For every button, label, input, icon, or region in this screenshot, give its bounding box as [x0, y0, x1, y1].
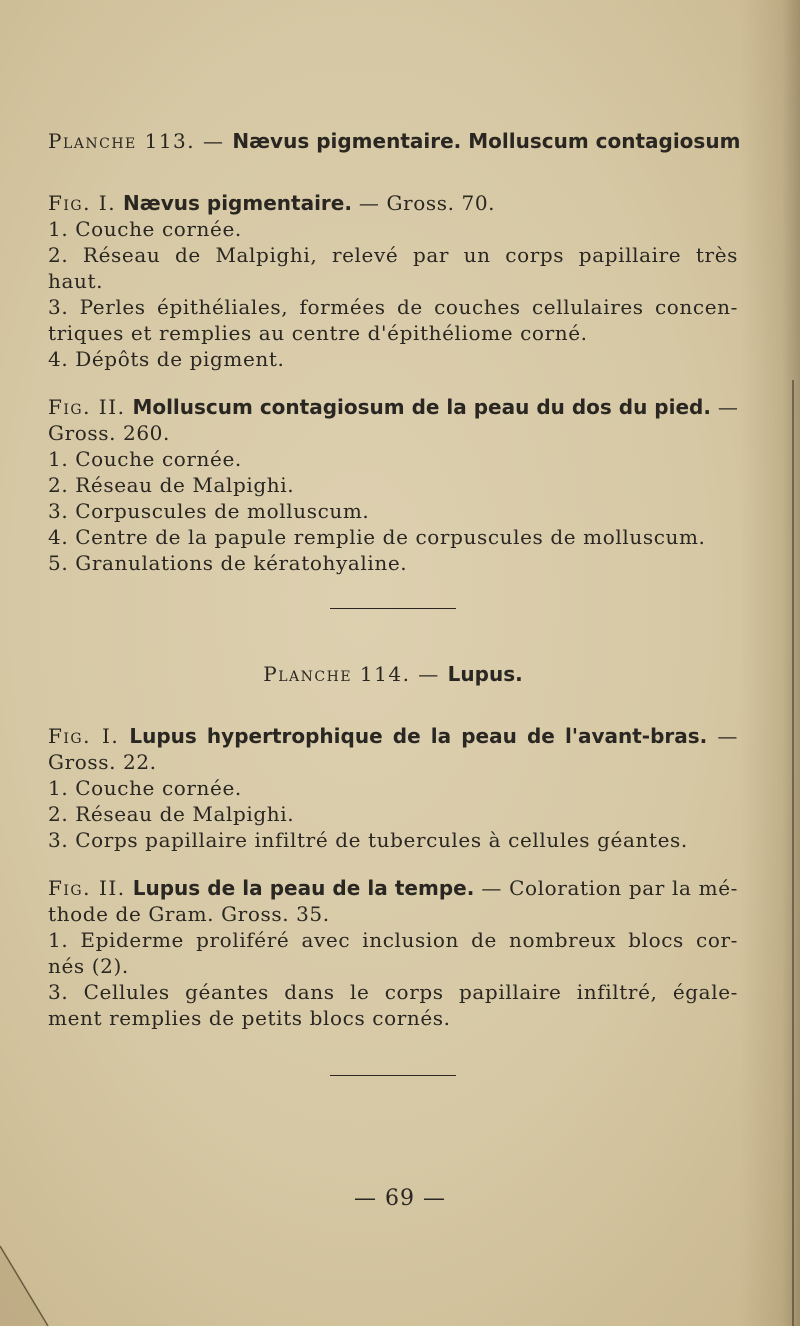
list-item: triques et remplies au centre d'épithéliome corné.	[48, 321, 588, 345]
plate-114-fig1-heading: Fig. I. Lupus hypertrophique de la peau de l'avant-bras. —	[48, 724, 738, 748]
plate-114-heading	[48, 661, 738, 687]
list-item: 3. Perles épithéliales, formées de couches cellulaires concen-	[48, 295, 738, 319]
plate-113-label: Planche 113. —	[48, 129, 233, 153]
page-edge-line	[792, 380, 794, 1326]
page-edge-shadow	[740, 0, 800, 1326]
list-item: 5. Granulations de kératohyaline.	[48, 551, 408, 575]
section-divider	[330, 1075, 456, 1076]
list-item: 3. Corpuscules de molluscum.	[48, 499, 370, 523]
list-item: 2. Réseau de Malpighi.	[48, 802, 295, 826]
plate-114-label: Planche 114. —	[263, 662, 448, 686]
list-item: 2. Réseau de Malpighi, relevé par un corps papillaire très	[48, 243, 738, 267]
plate-114-fig2-heading: Fig. II. Lupus de la peau de la tempe. — Coloration par la mé-	[48, 876, 738, 900]
list-item: 4. Centre de la papule remplie de corpuscules de molluscum.	[48, 525, 706, 549]
fig2-heading-continued: thode de Gram. Gross. 35.	[48, 902, 330, 926]
plate-114-title: Lupus.	[447, 662, 523, 686]
page-text	[48, 128, 741, 1076]
list-item: 1. Couche cornée.	[48, 447, 242, 471]
list-item: nés (2).	[48, 954, 129, 978]
plate-113-heading	[48, 128, 741, 154]
list-item: haut.	[48, 269, 104, 293]
gross-line: Gross. 22.	[48, 750, 157, 774]
list-item: 3. Cellules géantes dans le corps papillaire infiltré, égale-	[48, 980, 738, 1004]
list-item: 1. Epiderme proliféré avec inclusion de nombreux blocs cor-	[48, 928, 738, 952]
plate-113-title: Nævus pigmentaire. Molluscum contagiosum	[232, 129, 741, 153]
list-item: 3. Corps papillaire infiltré de tubercules à cellules géantes.	[48, 828, 688, 852]
list-item: 1. Couche cornée.	[48, 217, 242, 241]
list-item: 4. Dépôts de pigment.	[48, 347, 285, 371]
page-number: — 69 —	[354, 1186, 446, 1211]
list-item: 2. Réseau de Malpighi.	[48, 473, 295, 497]
list-item: ment remplies de petits blocs cornés.	[48, 1006, 451, 1030]
page-corner-fold	[0, 1206, 70, 1326]
list-item: 1. Couche cornée.	[48, 776, 242, 800]
plate-113-fig1-heading: Fig. I. Nævus pigmentaire. — Gross. 70.	[48, 191, 496, 215]
plate-113-fig2-heading: Fig. II. Molluscum contagiosum de la peau du dos du pied. —	[48, 395, 739, 419]
gross-line: Gross. 260.	[48, 421, 170, 445]
